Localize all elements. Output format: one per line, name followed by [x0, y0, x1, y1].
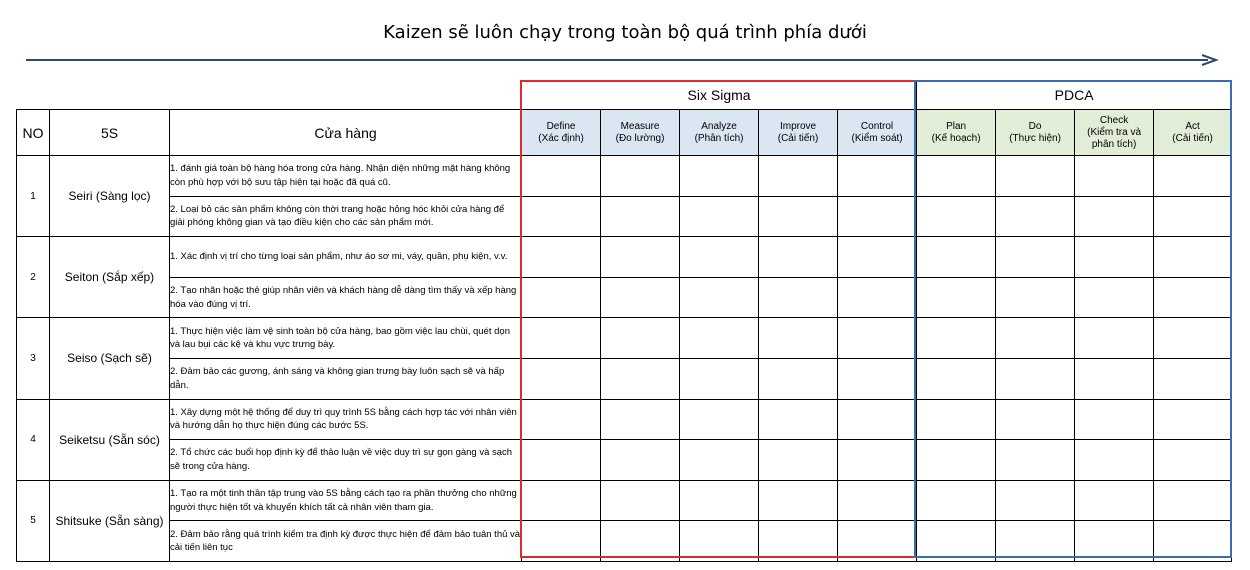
store-task: 2. Đảm bảo các gương, ánh sáng và không gian trưng bày luôn sạch sẽ và hấp dẫn.: [170, 358, 522, 399]
step-name: Improve: [779, 120, 817, 132]
empty-cell: [996, 399, 1075, 440]
empty-cell: [522, 277, 601, 318]
empty-cell: [917, 358, 996, 399]
empty-cell: [601, 156, 680, 197]
row-number: 4: [17, 399, 50, 480]
step-name: Define: [546, 120, 576, 132]
empty-cell: [1075, 277, 1154, 318]
empty-cell: [1075, 480, 1154, 521]
step-name: Check: [1099, 114, 1129, 126]
empty-cell: [680, 196, 759, 237]
empty-cell: [680, 318, 759, 359]
step-subtitle: (Phân tích): [694, 132, 744, 144]
table-row: [17, 521, 1232, 562]
empty-cell: [680, 156, 759, 197]
empty-cell: [601, 237, 680, 278]
store-task: 1. Thực hiện việc làm vệ sinh toàn bộ cửa hàng, bao gồm việc lau chùi, quét dọn và lau bụi các kệ và khu vực trưng bày.: [170, 318, 522, 359]
empty-cell: [1154, 358, 1232, 399]
step-subtitle: (Kiểm tra và phân tích): [1087, 126, 1142, 150]
empty-cell: [1154, 521, 1232, 562]
step-subtitle: (Kế hoạch): [931, 132, 981, 144]
empty-cell: [680, 480, 759, 521]
empty-cell: [680, 440, 759, 481]
empty-cell: [759, 480, 838, 521]
six-sigma-header: Six Sigma: [522, 81, 917, 110]
empty-cell: [838, 358, 917, 399]
row-number: 1: [17, 156, 50, 237]
empty-cell: [917, 156, 996, 197]
pdca-header: PDCA: [917, 81, 1232, 110]
empty-cell: [1154, 156, 1232, 197]
table-row: [17, 318, 1232, 359]
empty-cell: [838, 440, 917, 481]
empty-cell: [996, 521, 1075, 562]
five-s-header: 5S: [50, 110, 170, 156]
step-name: Plan: [946, 120, 967, 132]
table-row: [17, 156, 1232, 197]
empty-cell: [996, 156, 1075, 197]
empty-cell: [917, 440, 996, 481]
empty-cell: [917, 480, 996, 521]
no-header: NO: [17, 110, 50, 156]
step-subtitle: (Cải tiến): [777, 132, 819, 144]
step-name: Control: [860, 120, 894, 132]
empty-cell: [522, 318, 601, 359]
empty-cell: [1154, 277, 1232, 318]
empty-cell: [601, 358, 680, 399]
step-subtitle: (Kiểm soát): [851, 132, 903, 144]
empty-cell: [680, 358, 759, 399]
row-number: 3: [17, 318, 50, 399]
empty-cell: [1154, 440, 1232, 481]
empty-cell: [1075, 358, 1154, 399]
empty-cell: [759, 521, 838, 562]
step-subtitle: (Đo lường): [615, 132, 665, 144]
empty-cell: [1075, 521, 1154, 562]
empty-cell: [917, 521, 996, 562]
empty-cell: [759, 237, 838, 278]
row-number: 2: [17, 237, 50, 318]
empty-cell: [1154, 318, 1232, 359]
store-task: 2. Tổ chức các buổi họp định kỳ để thảo luận về việc duy trì sự gọn gàng và sạch sẽ trong cửa hàng.: [170, 440, 522, 481]
empty-cell: [1154, 196, 1232, 237]
empty-cell: [838, 521, 917, 562]
store-task: 1. đánh giá toàn bộ hàng hóa trong cửa hàng. Nhận diện những mặt hàng không còn phù hợp với bộ sưu tập hiện tại hoặc đã quá cũ.: [170, 156, 522, 197]
empty-cell: [1075, 196, 1154, 237]
pdca-step-act: [1154, 110, 1232, 156]
empty-cell: [917, 277, 996, 318]
store-task: 1. Xác định vị trí cho từng loại sản phẩm, như áo sơ mi, váy, quần, phụ kiện, v.v.: [170, 237, 522, 278]
step-name: Measure: [620, 120, 660, 132]
six-sigma-step-control: [838, 110, 917, 156]
empty-cell: [522, 521, 601, 562]
six-sigma-step-define: [522, 110, 601, 156]
empty-cell: [917, 399, 996, 440]
kaizen-arrow: [26, 52, 1220, 68]
blank-corner: [17, 81, 522, 110]
five-s-name: Seiso (Sạch sẽ): [50, 318, 170, 399]
store-task: 1. Xây dựng một hệ thống để duy trì quy trình 5S bằng cách hợp tác với nhân viên và hướng dẫn họ thực hiện đúng các bước 5S.: [170, 399, 522, 440]
empty-cell: [1154, 237, 1232, 278]
empty-cell: [759, 196, 838, 237]
store-task: 1. Tạo ra một tinh thần tập trung vào 5S bằng cách tạo ra phần thưởng cho những người thực hiện tốt và khuyến khích tất cả nhân viên tham gia.: [170, 480, 522, 521]
empty-cell: [759, 399, 838, 440]
empty-cell: [522, 399, 601, 440]
empty-cell: [680, 521, 759, 562]
empty-cell: [996, 358, 1075, 399]
pdca-step-do: [996, 110, 1075, 156]
empty-cell: [838, 277, 917, 318]
empty-cell: [838, 399, 917, 440]
page-title: Kaizen sẽ luôn chạy trong toàn bộ quá trình phía dưới: [383, 22, 867, 43]
empty-cell: [680, 277, 759, 318]
empty-cell: [759, 358, 838, 399]
empty-cell: [838, 318, 917, 359]
empty-cell: [522, 358, 601, 399]
empty-cell: [601, 318, 680, 359]
empty-cell: [601, 196, 680, 237]
empty-cell: [1075, 318, 1154, 359]
six-sigma-step-improve: [759, 110, 838, 156]
table-row: [17, 399, 1232, 440]
empty-cell: [917, 196, 996, 237]
empty-cell: [522, 196, 601, 237]
table-row: [17, 196, 1232, 237]
store-task: 2. Đảm bảo rằng quá trình kiểm tra định kỳ được thực hiện để đảm bảo tuân thủ và cải tiến liên tục: [170, 521, 522, 562]
empty-cell: [601, 521, 680, 562]
empty-cell: [522, 440, 601, 481]
empty-cell: [601, 399, 680, 440]
table-row: [17, 277, 1232, 318]
five-s-name: Seiri (Sàng lọc): [50, 156, 170, 237]
table-row: [17, 358, 1232, 399]
six-sigma-step-analyze: [680, 110, 759, 156]
five-s-name: Seiton (Sắp xếp): [50, 237, 170, 318]
table-row: [17, 480, 1232, 521]
empty-cell: [680, 399, 759, 440]
empty-cell: [680, 237, 759, 278]
empty-cell: [1075, 440, 1154, 481]
empty-cell: [1075, 399, 1154, 440]
store-task: 2. Loại bỏ các sản phẩm không còn thời trang hoặc hỏng hóc khỏi cửa hàng để giải phóng không gian và tạo điều kiện cho các sản phẩm mới.: [170, 196, 522, 237]
five-s-name: Seiketsu (Sẵn sóc): [50, 399, 170, 480]
empty-cell: [838, 480, 917, 521]
empty-cell: [759, 318, 838, 359]
empty-cell: [838, 196, 917, 237]
empty-cell: [996, 237, 1075, 278]
empty-cell: [996, 277, 1075, 318]
empty-cell: [759, 277, 838, 318]
empty-cell: [601, 440, 680, 481]
empty-cell: [996, 318, 1075, 359]
empty-cell: [522, 480, 601, 521]
step-name: Do: [1028, 120, 1042, 132]
step-name: Analyze: [701, 120, 737, 132]
table-row: [17, 440, 1232, 481]
pdca-step-plan: [917, 110, 996, 156]
empty-cell: [1075, 156, 1154, 197]
step-name: Act: [1185, 120, 1200, 132]
empty-cell: [996, 480, 1075, 521]
empty-cell: [1154, 399, 1232, 440]
empty-cell: [838, 237, 917, 278]
empty-cell: [522, 237, 601, 278]
step-subtitle: (Cải tiến): [1172, 132, 1213, 144]
empty-cell: [996, 196, 1075, 237]
empty-cell: [838, 156, 917, 197]
table-row: [17, 237, 1232, 278]
kaizen-table: [16, 80, 1232, 562]
five-s-name: Shitsuke (Sẵn sàng): [50, 480, 170, 561]
empty-cell: [759, 156, 838, 197]
store-header: Cửa hàng: [170, 110, 522, 156]
empty-cell: [996, 440, 1075, 481]
pdca-step-check: [1075, 110, 1154, 156]
step-subtitle: (Xác định): [538, 132, 584, 144]
empty-cell: [601, 480, 680, 521]
row-number: 5: [17, 480, 50, 561]
six-sigma-step-measure: [601, 110, 680, 156]
empty-cell: [1154, 480, 1232, 521]
empty-cell: [759, 440, 838, 481]
empty-cell: [917, 318, 996, 359]
step-subtitle: (Thực hiện): [1009, 132, 1061, 144]
empty-cell: [1075, 237, 1154, 278]
empty-cell: [917, 237, 996, 278]
store-task: 2. Tạo nhãn hoặc thẻ giúp nhân viên và khách hàng dễ dàng tìm thấy và xếp hàng hóa vào đúng vị trí.: [170, 277, 522, 318]
empty-cell: [522, 156, 601, 197]
empty-cell: [601, 277, 680, 318]
